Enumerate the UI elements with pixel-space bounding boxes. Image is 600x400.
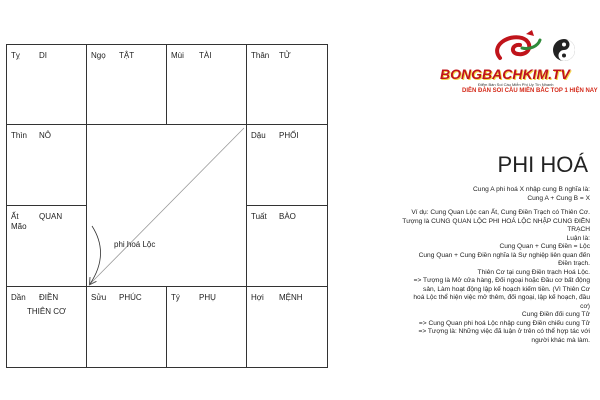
panel-line: TRẠCH [567,226,590,233]
branch-label: Tuất [251,212,267,221]
panel-line: => Cung Quan phi hoá Lộc nhập cung Điền chiếu cung Tử [418,319,590,327]
panel-line: cơ) [580,302,590,310]
panel-line: Cung Quan + Cung Điền = Lộc [499,243,590,250]
branch-label: Thân [251,51,270,60]
panel-line: Cung Quan + Cung Điền nghĩa là Sự nghiệp liên quan đến [418,251,590,259]
branch-label: Hợi [251,293,264,302]
panel-line: => Tượng là Mở cửa hàng, Đối ngoại hoặc Đầu cơ bất động [413,277,590,284]
palace-label: PHÚC [119,293,142,302]
palace-label: TẬT [119,51,135,60]
panel-line: Ví dụ: Cung Quan Lộc can Ất, Cung Điền Trạch có Thiên Cơ. [411,209,590,216]
panel-line: Cung Điền đối cung Tử [521,311,590,318]
panel-line: Luận là: [566,234,590,242]
panel-line: => Tượng là: Những việc đã luận ở trên có thể hợp tác với [418,328,590,335]
branch-label: Thìn [11,131,28,140]
site-logo [430,28,600,108]
dragon-logo-icon [430,28,600,68]
arrow-label: phi hoá Lộc [114,240,156,249]
panel-line: Cung A phi hoá X nhập cung B nghĩa là: [473,186,590,193]
panel-line: người khác mà làm. [531,336,590,344]
branch-label: Mùi [171,51,184,60]
panel-line: Thiên Cơ tại cung Điền trạch Hoá Lộc. [477,268,590,276]
arrow-line [90,128,244,284]
branch-label: Tỵ [11,51,20,60]
palace-label: DI [39,51,47,60]
palace-chart [6,44,328,368]
branch-sub-label: Mão [11,222,27,231]
palace-label: TÀI [199,51,212,60]
panel-line: Điền trạch. [558,260,590,267]
palace-label: TỬ [279,51,291,60]
branch-label: Sửu [91,293,107,302]
palace-label: NÔ [39,131,51,140]
panel-line: sản, Làm hoạt động lập kế hoạch kiếm tiền. (Vì Thiên Cơ [423,285,590,293]
panel-body [340,186,590,345]
palace-label: MỆNH [279,293,303,302]
branch-label: Dậu [251,131,266,140]
palace-label: PHỤ [199,293,216,302]
panel-title: PHI HOÁ [497,152,588,177]
logo-subtitle: DIỄN ĐÀN SOI CẦU MIỀN BẮC TOP 1 HIỆN NAY [462,88,598,94]
star-label: THIÊN CƠ [27,307,66,316]
branch-label: Tý [171,293,180,302]
palace-label: ĐIỀN [39,293,59,302]
panel-line: Tượng là CUNG QUAN LỘC PHI HOÁ LỘC NHẬP CUNG ĐIỀN [402,217,590,225]
palace-label: BÀO [279,212,296,221]
logo-text: BONGBACHKIM.TV [440,66,570,82]
panel-line: hoá Lộc thể hiện việc mở thêm, đối ngoại, lập kế hoạch, đầu [413,294,590,301]
palace-label: QUAN [39,212,63,221]
logo-tagline: Điểm Bán Soi Cầu Miễn Phí Uy Tín Nhanh [478,82,554,87]
branch-label: Ngọ [91,51,106,60]
panel-line: Cung A + Cung B = X [527,194,590,202]
phi-hoa-arrow [6,44,328,368]
palace-label: PHỐI [279,131,299,140]
branch-label: Ất [11,212,19,221]
branch-label: Dần [11,293,26,302]
